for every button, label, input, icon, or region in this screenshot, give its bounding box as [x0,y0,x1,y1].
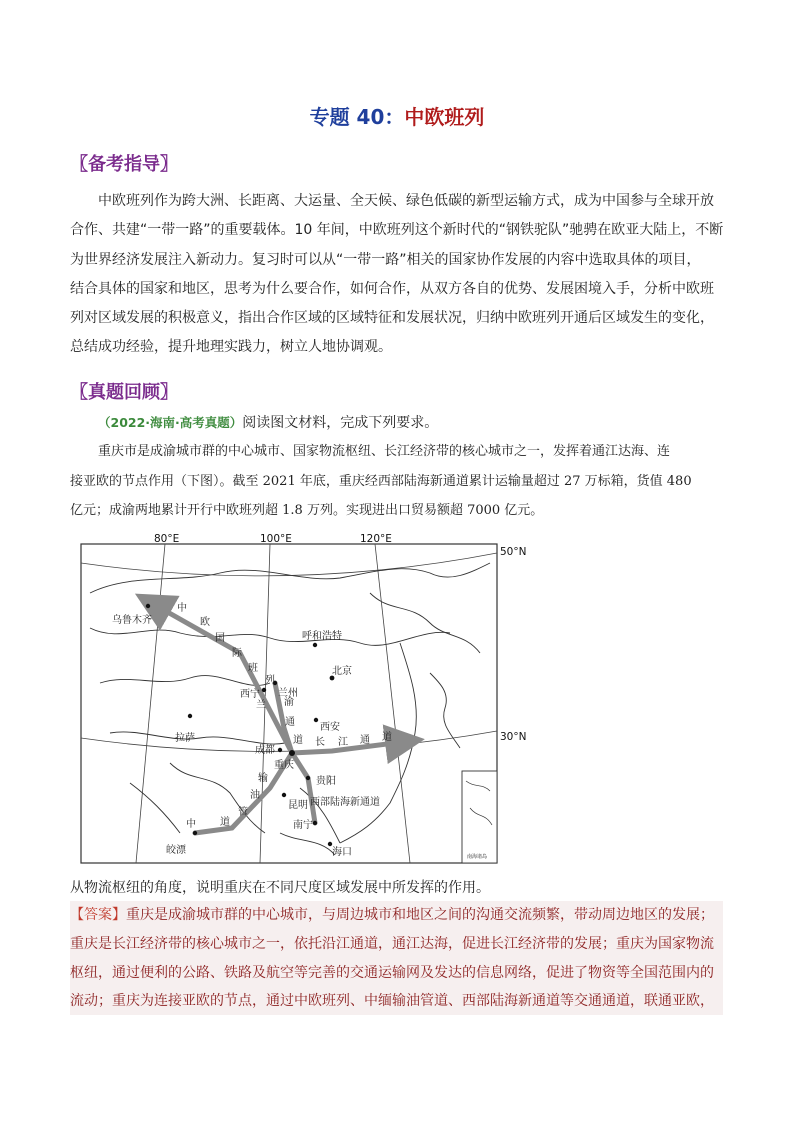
route-char: 输 [258,773,268,784]
intro-text: 阅读图文材料，完成下列要求。 [242,415,439,431]
answer-line: 重庆是长江经济带的核心城市之一，依托沿江通道，通江达海，促进长江经济带的发展；重庆为国家物流 [70,935,714,952]
page-title: 专题 40：中欧班列 [309,105,485,129]
city-label: 重庆 [274,760,294,771]
route-char: 道 [220,817,230,828]
lat-label: 30°N [500,731,527,743]
route-char: 中 [177,603,187,614]
section-heading-review: 〖真题回顾〗 [70,382,178,403]
city-label: 南宁 [293,820,313,831]
guidance-line: 为世界经济发展注入新动力。复习时可以从“一带一路”相关的国家协作发展的内容中选取具体的项目， [70,251,701,268]
route-char: 兰 [256,700,266,711]
route-char: 长 [315,737,325,748]
route-char: 中 [186,819,196,830]
lon-label: 80°E [154,533,180,545]
guidance-line: 结合具体的国家和地区，思考为什么要合作，如何合作，从双方各自的优势、发展困境入手，分析中欧班 [70,280,714,297]
question-intro [98,412,438,432]
city-label: 北京 [332,666,352,677]
city-label: 西宁 [240,689,260,700]
route-char: 班 [248,663,258,674]
city-label: 海口 [332,847,352,858]
route-char: 油 [250,790,260,801]
answer-paragraph [70,901,730,1016]
material-line: 接亚欧的节点作用（下图）。截至 2021 年底，重庆经西部陆海新通道累计运输量超过 27 万标箱，货值 480 [70,473,692,489]
material-paragraph [70,437,730,526]
section-heading-guidance: 〖备考指导〗 [70,154,178,175]
city-label: 乌鲁木齐 [112,615,152,626]
lon-label: 100°E [260,533,292,545]
route-char: 通 [360,735,370,746]
south-sea-inset [462,771,497,863]
route-char: 际 [232,648,242,659]
city-label: 成都 [255,745,275,756]
route-char: 道 [293,735,303,746]
route-char: 国 [215,633,225,644]
material-line: 重庆市是成渝城市群的中心城市、国家物流枢纽、长江经济带的核心城市之一，发挥着通江达海、连 [98,444,671,459]
guidance-line: 列对区域发展的积极意义，指出合作区域的区域特征和发展状况，归纳中欧班列开通后区域发生的变化， [70,310,714,327]
source-tag: （2022·海南·高考真题） [98,415,243,430]
city-label: 西安 [320,722,340,733]
guidance-line: 中欧班列作为跨大洲、长距离、大运量、全天候、绿色低碳的新型运输方式，成为中国参与全球开放 [98,193,714,209]
guidance-line: 合作、共建“一带一路”的重要载体。10 年间，中欧班列这个新时代的“钢铁驼队”驰骋在欧亚大陆上，不断 [70,222,724,239]
city-label: 拉萨 [175,733,195,744]
lon-label: 120°E [360,533,392,545]
answer-line: 枢纽，通过便利的公路、铁路及航空等完善的交通运输网及发达的信息网络，促进了物资等全国范围内的 [70,964,714,981]
city-label: 皎漂 [166,845,186,856]
answer-tag: 【答案】 [70,907,126,923]
guidance-paragraph [70,187,730,363]
guidance-line: 总结成功经验，提升地理实践力，树立人地协调观。 [70,339,392,356]
route-char: 列 [265,675,275,686]
route-char: 道 [382,732,392,743]
route-char: 欧 [200,617,210,628]
lat-label: 50°N [500,546,527,558]
route-map [70,533,540,865]
answer-line: 重庆是成渝城市群的中心城市，与周边城市和地区之间的沟通交流频繁，带动周边地区的发展； [126,907,714,923]
answer-line: 流动；重庆为连接亚欧的节点，通过中欧班列、中缅输油管道、西部陆海新通道等交通通道，联通亚欧， [70,993,714,1010]
sea-land-label: 西部陆海新通道 [310,797,380,808]
route-char: 管 [238,807,248,818]
city-label: 呼和浩特 [302,631,342,642]
city-label: 昆明 [288,800,308,811]
city-label: 贵阳 [316,776,336,787]
city-label: 兰州 [278,688,298,699]
question-text: 从物流枢纽的角度，说明重庆在不同尺度区域发展中所发挥的作用。 [70,880,490,896]
route-char: 渝 [284,697,294,708]
material-line: 亿元；成渝两地累计开行中欧班列超 1.8 万列。实现进出口贸易额超 7000 亿元。 [70,503,544,518]
route-char: 江 [338,737,348,748]
inset-label: 南海诸岛 [467,854,488,860]
route-char: 通 [285,717,295,728]
